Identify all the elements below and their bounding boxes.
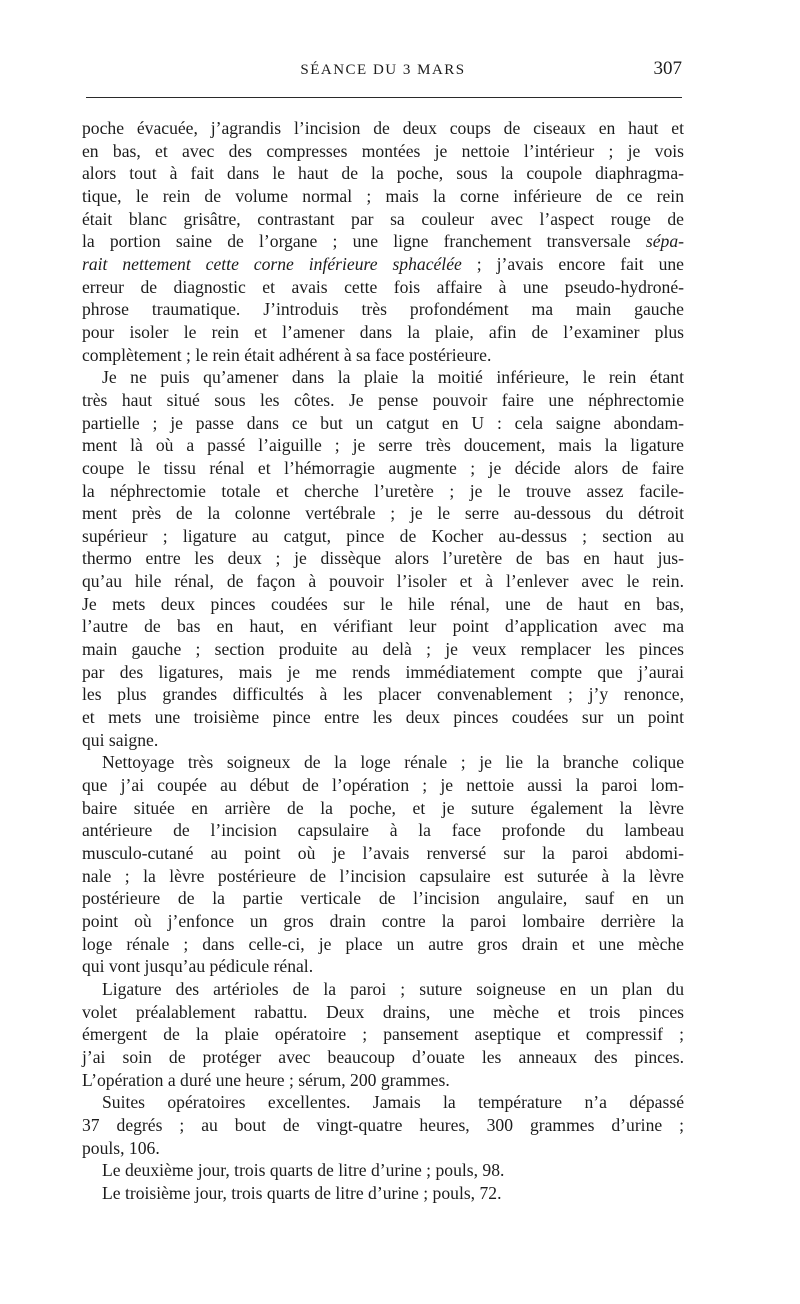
- text-line: [82, 1091, 684, 1114]
- text-line: [82, 933, 684, 956]
- text-line: [82, 480, 684, 503]
- line-text: tique, le rein de volume normal ; mais la corne inférieure de ce rein: [82, 185, 684, 206]
- body-text: [82, 117, 684, 1205]
- line-text: la néphrectomie totale et cherche l’uretère ; je le trouve assez facile-: [82, 480, 684, 501]
- text-line: [82, 774, 684, 797]
- line-text: poche évacuée, j’agrandis l’incision de deux coups de ciseaux en haut et: [82, 118, 684, 138]
- running-title: SÉANCE DU 3 MARS: [300, 62, 466, 78]
- text-line: [82, 140, 684, 163]
- line-text: 37 degrés ; au bout de vingt-quatre heures, 300 grammes d’urine ;: [82, 1114, 684, 1135]
- text-line: [82, 1046, 684, 1069]
- line-text: pour isoler le rein et l’amener dans la plaie, afin de l’examiner plus: [82, 321, 684, 342]
- text-line: [82, 910, 684, 933]
- text-line: [82, 797, 684, 820]
- text-line: [82, 1114, 684, 1137]
- text-line: [82, 366, 684, 389]
- line-text: qui saigne.: [82, 729, 159, 750]
- text-line: [82, 117, 684, 140]
- text-line: [82, 208, 684, 231]
- text-line: [82, 389, 684, 412]
- line-text: ; j’avais encore fait une: [461, 253, 684, 274]
- page-number: 307: [653, 58, 682, 79]
- text-line: [82, 525, 684, 548]
- text-line: [82, 593, 684, 616]
- line-text: complètement ; le rein était adhérent à sa face postérieure.: [82, 344, 492, 365]
- line-text: musculo-cutané au point où je l’avais renversé sur la paroi abdomi-: [82, 843, 684, 863]
- line-text: pouls, 106.: [82, 1137, 160, 1158]
- text-line: [82, 185, 684, 208]
- text-line: [82, 1137, 684, 1160]
- line-text: antérieure de l’incision capsulaire à la face profonde du lambeau: [82, 820, 684, 841]
- page-header: [84, 58, 682, 86]
- text-line: [82, 412, 684, 435]
- text-line: [82, 842, 684, 865]
- text-line: [82, 729, 684, 752]
- text-line: [82, 887, 684, 910]
- line-text: Je mets deux pinces coudées sur le hile rénal, une de haut en bas,: [82, 593, 684, 614]
- text-line: [82, 751, 684, 774]
- text-line: [82, 1001, 684, 1024]
- line-text: volet préalablement rabattu. Deux drains, une mèche et trois pinces: [82, 1001, 684, 1022]
- line-text: les plus grandes difficultés à les placer convenablement ; j’y renonce,: [82, 684, 684, 705]
- line-text: point où j’enfonce un gros drain contre la paroi lombaire derrière la: [82, 910, 684, 931]
- line-text: nale ; la lèvre postérieure de l’incision capsulaire est suturée à la lèvre: [82, 865, 684, 886]
- line-text: Je ne puis qu’amener dans la plaie la moitié inférieure, le rein étant: [102, 367, 684, 388]
- text-line: [82, 1159, 684, 1182]
- text-line: [82, 502, 684, 525]
- line-text: très haut situé sous les côtes. Je pense pouvoir faire une néphrectomie: [82, 389, 684, 410]
- line-text: la portion saine de l’organe ; une ligne franchement transversale: [82, 231, 646, 252]
- text-line: [82, 230, 684, 253]
- line-text: Ligature des artérioles de la paroi ; suture soigneuse en un plan du: [102, 978, 684, 999]
- text-line: [82, 321, 684, 344]
- italic-text: rait nettement cette corne inférieure sphacélée: [82, 253, 462, 274]
- text-line: [82, 457, 684, 480]
- text-line: [82, 819, 684, 842]
- line-text: supérieur ; ligature au catgut, pince de Kocher au-dessus ; section au: [82, 525, 684, 546]
- header-rule: [86, 97, 682, 98]
- line-text: que j’ai coupée au début de l’opération ; je nettoie aussi la paroi lom-: [82, 775, 684, 796]
- line-text: j’ai soin de protéger avec beaucoup d’ouate les anneaux des pinces.: [82, 1046, 684, 1067]
- line-text: par des ligatures, mais je me rends immédiatement compte que j’aurai: [82, 661, 684, 682]
- italic-text: sépa-: [645, 231, 684, 252]
- text-line: [82, 547, 684, 570]
- text-line: [82, 1182, 684, 1205]
- line-text: en bas, et avec des compresses montées je nettoie l’intérieur ; je vois: [82, 140, 684, 161]
- line-text: loge rénale ; dans celle-ci, je place un autre gros drain et une mèche: [82, 933, 684, 954]
- line-text: Suites opératoires excellentes. Jamais la température n’a dépassé: [102, 1092, 684, 1113]
- text-line: [82, 434, 684, 457]
- line-text: postérieure de la partie verticale de l’incision angulaire, sauf en un: [82, 888, 684, 909]
- line-text: L’opération a duré une heure ; sérum, 200 grammes.: [82, 1069, 450, 1090]
- text-line: [82, 1023, 684, 1046]
- line-text: thermo entre les deux ; je dissèque alors l’uretère de bas en haut jus-: [82, 548, 684, 569]
- text-line: [82, 276, 684, 299]
- line-text: erreur de diagnostic et avais cette fois affaire à une pseudo-hydroné-: [82, 276, 684, 297]
- text-line: [82, 978, 684, 1001]
- line-text: ment là où a passé l’aiguille ; je serre très doucement, mais la ligature: [82, 435, 684, 456]
- line-text: et mets une troisième pince entre les deux pinces coudées sur un point: [82, 707, 684, 728]
- text-line: [82, 162, 684, 185]
- text-line: [82, 570, 684, 593]
- text-line: [82, 615, 684, 638]
- line-text: était blanc grisâtre, contrastant par sa couleur avec l’aspect rouge de: [82, 208, 684, 229]
- text-line: [82, 638, 684, 661]
- text-line: [82, 298, 684, 321]
- text-line: [82, 661, 684, 684]
- line-text: baire située en arrière de la poche, et je suture également la lèvre: [82, 797, 684, 818]
- line-text: main gauche ; section produite au delà ; je veux remplacer les pinces: [82, 639, 684, 660]
- line-text: partielle ; je passe dans ce but un catgut en U : cela saigne abondam-: [82, 412, 684, 433]
- line-text: émergent de la plaie opératoire ; pansement aseptique et compressif ;: [82, 1024, 684, 1045]
- line-text: Le deuxième jour, trois quarts de litre d’urine ; pouls, 98.: [102, 1160, 505, 1181]
- line-text: ment près de la colonne vertébrale ; je le serre au-dessous du détroit: [82, 503, 684, 524]
- line-text: l’autre de bas en haut, en vérifiant leur point d’application avec ma: [82, 616, 684, 637]
- line-text: alors tout à fait dans le haut de la poche, sous la coupole diaphragma-: [82, 163, 684, 184]
- text-line: [82, 344, 684, 367]
- line-text: phrose traumatique. J’introduis très profondément ma main gauche: [82, 299, 684, 320]
- text-line: [82, 865, 684, 888]
- line-text: coupe le tissu rénal et l’hémorragie augmente ; je décide alors de faire: [82, 457, 684, 478]
- text-line: [82, 683, 684, 706]
- line-text: Nettoyage très soigneux de la loge rénale ; je lie la branche colique: [102, 752, 684, 773]
- line-text: qui vont jusqu’au pédicule rénal.: [82, 956, 314, 977]
- text-line: [82, 706, 684, 729]
- line-text: qu’au hile rénal, de façon à pouvoir l’isoler et à l’enlever avec le rein.: [82, 571, 684, 592]
- line-text: Le troisième jour, trois quarts de litre d’urine ; pouls, 72.: [102, 1182, 502, 1203]
- text-line: [82, 955, 684, 978]
- text-line: [82, 1069, 684, 1092]
- text-line: [82, 253, 684, 276]
